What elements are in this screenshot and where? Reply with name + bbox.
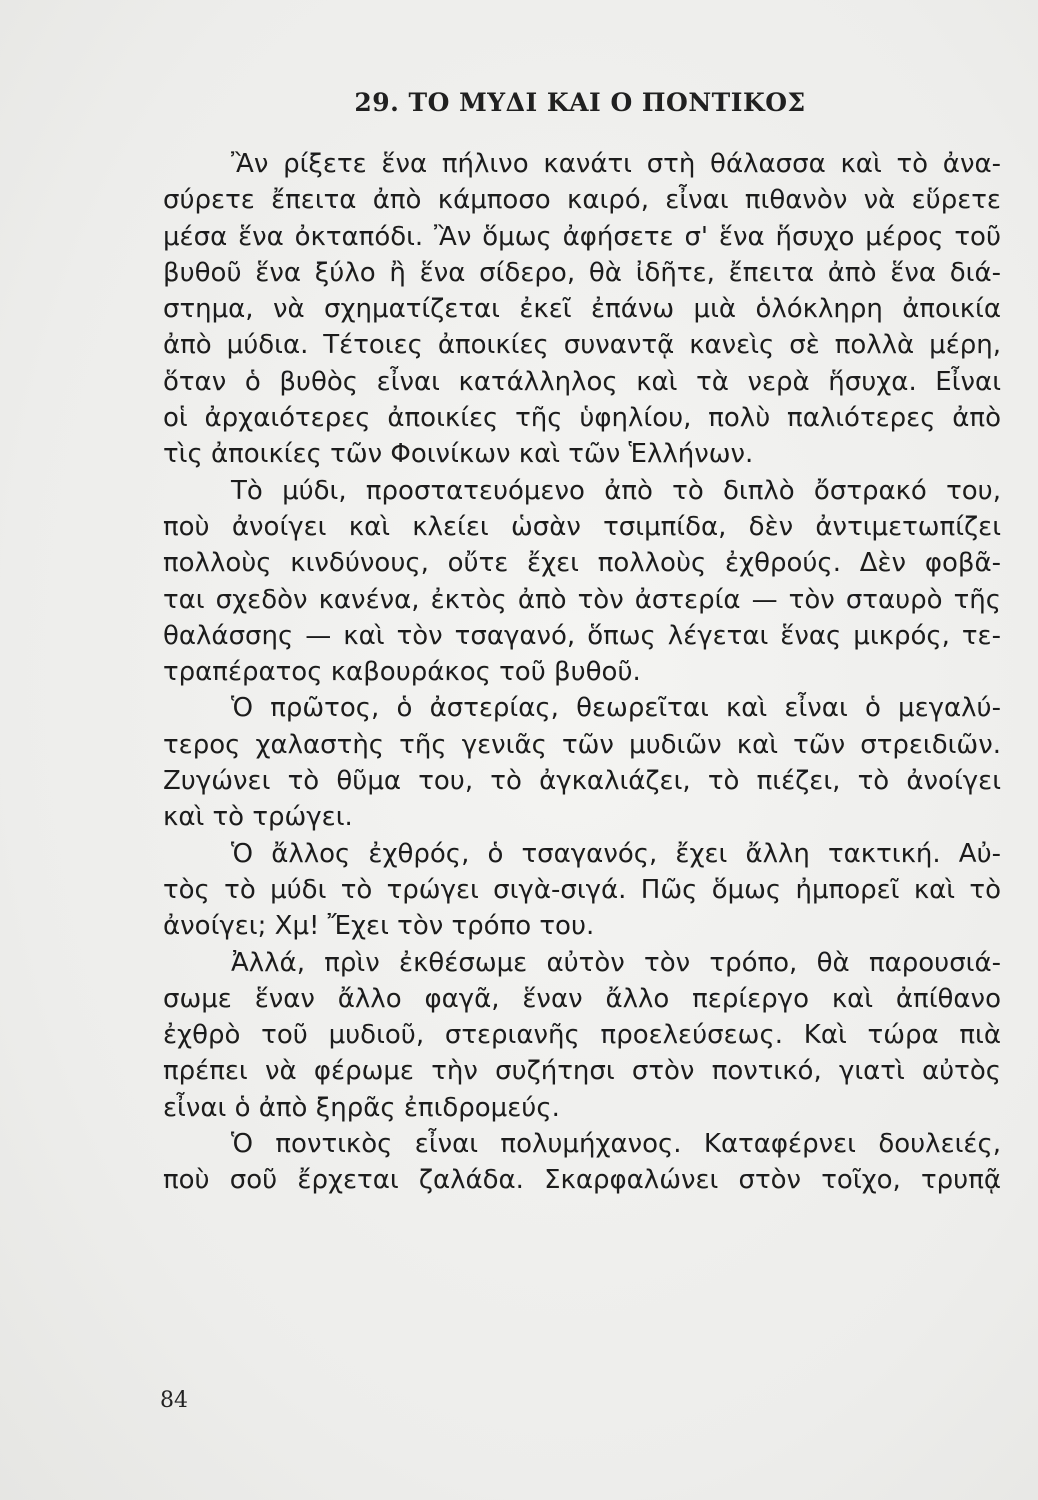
chapter-title: 29. ΤΟ ΜΥΔΙ ΚΑΙ Ο ΠΟΝΤΙΚΟΣ bbox=[354, 88, 806, 117]
text-line: ται σχεδὸν κανένα, ἐκτὸς ἀπὸ τὸν ἀστερία — τὸν σταυρὸ τῆς bbox=[163, 584, 1001, 615]
text-line: σύρετε ἔπειτα ἀπὸ κάμποσο καιρό, εἶναι πιθανὸν νὰ εὕρετε bbox=[163, 185, 1001, 216]
text-line: πολλοὺς κινδύνους, οὔτε ἔχει πολλοὺς ἐχθρούς. Δὲν φοβᾶ- bbox=[163, 548, 1001, 579]
text-line: μέσα ἕνα ὀκταπόδι. Ἂν ὅμως ἀφήσετε σ' ἕνα ἥσυχο μέρος τοῦ bbox=[163, 221, 1001, 252]
text-line: βυθοῦ ἕνα ξύλο ἢ ἕνα σίδερο, θὰ ἰδῆτε, ἔπειτα ἀπὸ ἕνα διά- bbox=[163, 257, 1001, 288]
page-number: 84 bbox=[160, 1388, 188, 1413]
text-line: Ὁ ἄλλος ἐχθρός, ὁ τσαγανός, ἔχει ἄλλη τακτική. Αὐ- bbox=[231, 838, 1001, 869]
text-line: ἀπὸ μύδια. Τέτοιες ἀποικίες συναντᾷ κανεὶς σὲ πολλὰ μέρη, bbox=[163, 330, 1001, 361]
text-line: πρέπει νὰ φέρωμε τὴν συζήτησι στὸν ποντικό, γιατὶ αὐτὸς bbox=[163, 1056, 1001, 1087]
body-text bbox=[163, 146, 1001, 1199]
text-line: τὶς ἀποικίες τῶν Φοινίκων καὶ τῶν Ἑλλήνων. bbox=[163, 439, 754, 470]
text-line: Ὁ πρῶτος, ὁ ἀστερίας, θεωρεῖται καὶ εἶναι ὁ μεγαλύ- bbox=[231, 693, 1001, 724]
text-line: Ἂν ρίξετε ἕνα πήλινο κανάτι στὴ θάλασσα καὶ τὸ ἀνα- bbox=[231, 149, 1001, 179]
text-line: ποὺ σοῦ ἔρχεται ζαλάδα. Σκαρφαλώνει στὸν τοῖχο, τρυπᾷ bbox=[163, 1165, 1001, 1196]
text-line: οἱ ἀρχαιότερες ἀποικίες τῆς ὑφηλίου, πολὺ παλιότερες ἀπὸ bbox=[163, 403, 1001, 434]
text-line: Ἀλλά, πρὶν ἐκθέσωμε αὐτὸν τὸν τρόπο, θὰ παρουσιά- bbox=[231, 947, 1001, 978]
text-line: σωμε ἕναν ἄλλο φαγᾶ, ἕναν ἄλλο περίεργο καὶ ἀπίθανο bbox=[163, 983, 1001, 1014]
text-line: τερος χαλαστὴς τῆς γενιᾶς τῶν μυδιῶν καὶ τῶν στρειδιῶν. bbox=[163, 729, 1001, 760]
text-line: στημα, νὰ σχηματίζεται ἐκεῖ ἐπάνω μιὰ ὁλόκληρη ἀποικία bbox=[163, 294, 1001, 325]
text-line: εἶναι ὁ ἀπὸ ξηρᾶς ἐπιδρομεύς. bbox=[163, 1092, 560, 1123]
text-line: ἐχθρὸ τοῦ μυδιοῦ, στεριανῆς προελεύσεως. Καὶ τώρα πιὰ bbox=[163, 1020, 1001, 1051]
text-line: ποὺ ἀνοίγει καὶ κλείει ὡσὰν τσιμπίδα, δὲν ἀντιμετωπίζει bbox=[163, 511, 1001, 542]
text-line: καὶ τὸ τρώγει. bbox=[163, 802, 353, 833]
text-line: Τὸ μύδι, προστατευόμενο ἀπὸ τὸ διπλὸ ὄστρακό του, bbox=[231, 475, 1001, 506]
text-line: ὅταν ὁ βυθὸς εἶναι κατάλληλος καὶ τὰ νερὰ ἥσυχα. Εἶναι bbox=[163, 366, 1001, 397]
text-line: τραπέρατος καβουράκος τοῦ βυθοῦ. bbox=[163, 657, 641, 688]
text-line: ἀνοίγει; Χμ! Ἔχει τὸν τρόπο του. bbox=[163, 911, 595, 942]
text-line: τὸς τὸ μύδι τὸ τρώγει σιγὰ-σιγά. Πῶς ὅμως ἠμπορεῖ καὶ τὸ bbox=[163, 874, 1001, 905]
text-line: Ὁ ποντικὸς εἶναι πολυμήχανος. Καταφέρνει δουλειές, bbox=[231, 1129, 1001, 1160]
text-line: θαλάσσης — καὶ τὸν τσαγανό, ὅπως λέγεται ἕνας μικρός, τε- bbox=[163, 620, 1001, 651]
text-line: Ζυγώνει τὸ θῦμα του, τὸ ἀγκαλιάζει, τὸ πιέζει, τὸ ἀνοίγει bbox=[163, 766, 1001, 797]
